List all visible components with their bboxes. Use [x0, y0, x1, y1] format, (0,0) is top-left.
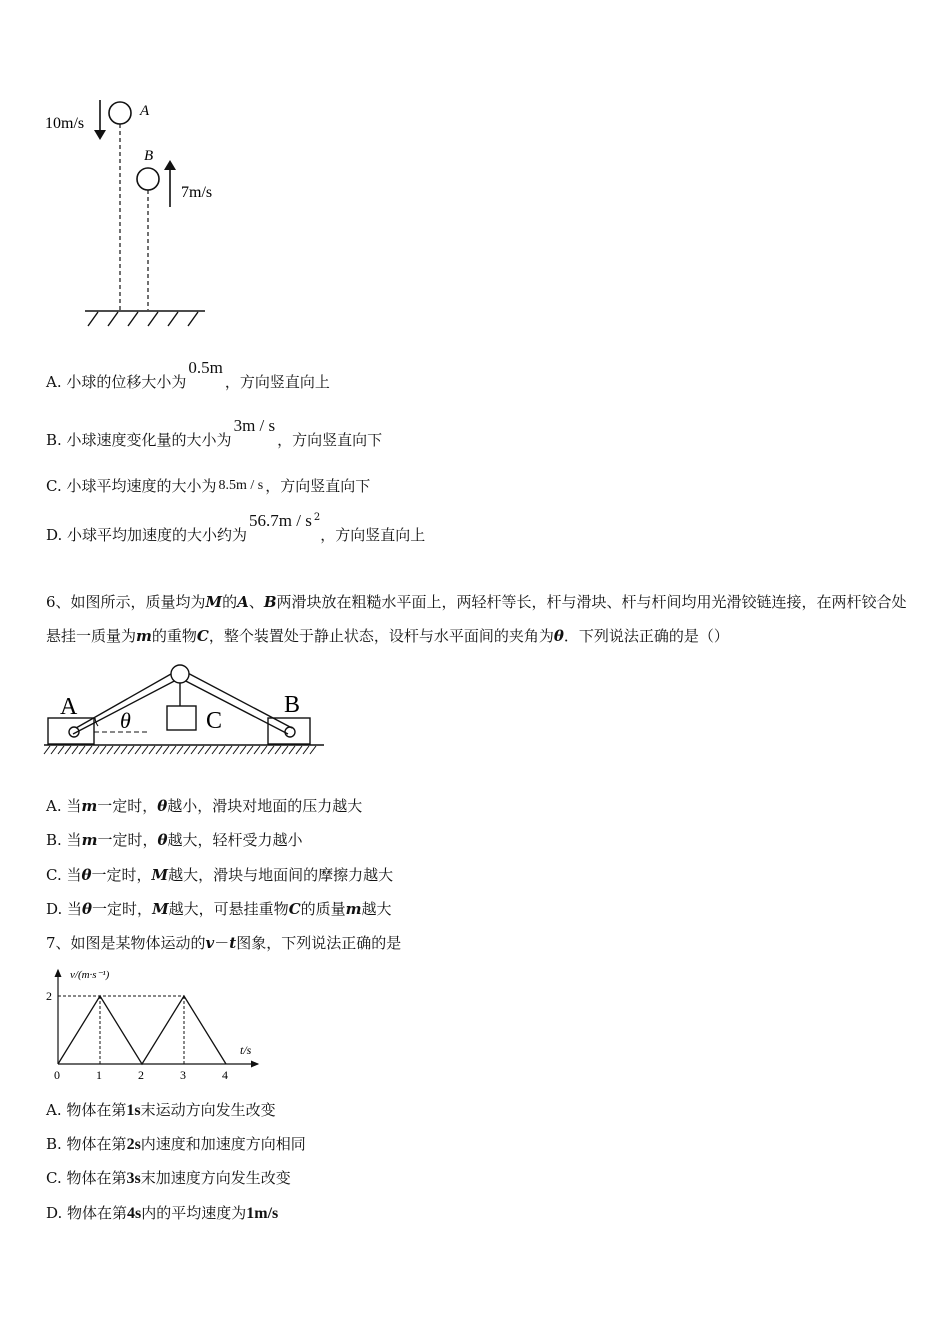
y-tick-label: 2 [46, 989, 52, 1003]
x-tick-label: 1 [96, 1068, 102, 1082]
q6-option-a: A. 当m一定时，θ越小，滑块对地面的压力越大 [46, 797, 363, 815]
x-axis-label: t/s [240, 1043, 252, 1057]
rod-right [182, 670, 292, 728]
ball-a [109, 102, 131, 124]
q6-option-d: D. 当θ一定时，M越大，可悬挂重物C的质量m越大 [46, 900, 392, 918]
q5-option-c: C. 小球平均速度的大小为 8.5m / s ，方向竖直向下 [46, 477, 371, 495]
label-a: A [60, 694, 78, 720]
q5-option-a: A. 小球的位移大小为0.5m，方向竖直向上 [46, 358, 330, 391]
q7-option-d: D. 物体在第4s内的平均速度为1m/s [46, 1204, 279, 1222]
hinge [171, 665, 189, 683]
ground-hatch [88, 312, 198, 326]
x-tick-label: 0 [54, 1068, 60, 1082]
slider-b [268, 718, 310, 744]
q5-option-d: D. 小球平均加速度的大小约为56.7m / s $^2$，方向竖直向上 [46, 511, 426, 544]
ball-b [137, 168, 159, 190]
q7-option-b: B. 物体在第2s内速度和加速度方向相同 [46, 1135, 306, 1153]
speed-b-label: 7m/s [181, 184, 213, 201]
q7-option-c: C. 物体在第3s末加速度方向发生改变 [46, 1169, 291, 1187]
weight-c [167, 706, 196, 730]
floor-hatch [44, 746, 316, 754]
velocity-series-line [58, 996, 226, 1064]
q6-option-b: B. 当m一定时，θ越大，轻杆受力越小 [46, 831, 303, 849]
vt-chart [40, 962, 270, 1084]
rod-slider-figure [40, 658, 330, 758]
x-tick-label: 4 [222, 1068, 228, 1082]
ball-figure [40, 90, 240, 340]
q6-option-c: C. 当θ一定时，M越大，滑块与地面间的摩擦力越大 [46, 866, 394, 884]
ball-a-label: A [140, 103, 150, 119]
x-tick-label: 3 [180, 1068, 186, 1082]
q7-option-a: A. 物体在第1s末运动方向发生改变 [46, 1101, 276, 1119]
ball-b-label: B [144, 148, 154, 164]
x-tick-label: 2 [138, 1068, 144, 1082]
angle-label: θ [120, 708, 131, 733]
q7-stem: 7、如图是某物体运动的v－t图象，下列说法正确的是 [46, 934, 402, 952]
y-axis-label: v/(m·s⁻¹) [70, 969, 110, 981]
label-b: B [284, 692, 301, 718]
speed-a-label: 10m/s [45, 115, 85, 132]
label-c: C [206, 708, 223, 734]
q6-stem: 6、如图所示，质量均为M的A、B两滑块放在粗糙水平面上，两轻杆等长，杆与滑块、杆与杆间均用光滑铰链连接，在两杆铰合处悬挂一质量为m的重物C，整个装置处于静止状态，设杆与水平面间的夹角为θ．下列说法正确的是（） [46, 593, 907, 645]
q5-option-b: B. 小球速度变化量的大小为3m / s，方向竖直向下 [46, 416, 383, 449]
